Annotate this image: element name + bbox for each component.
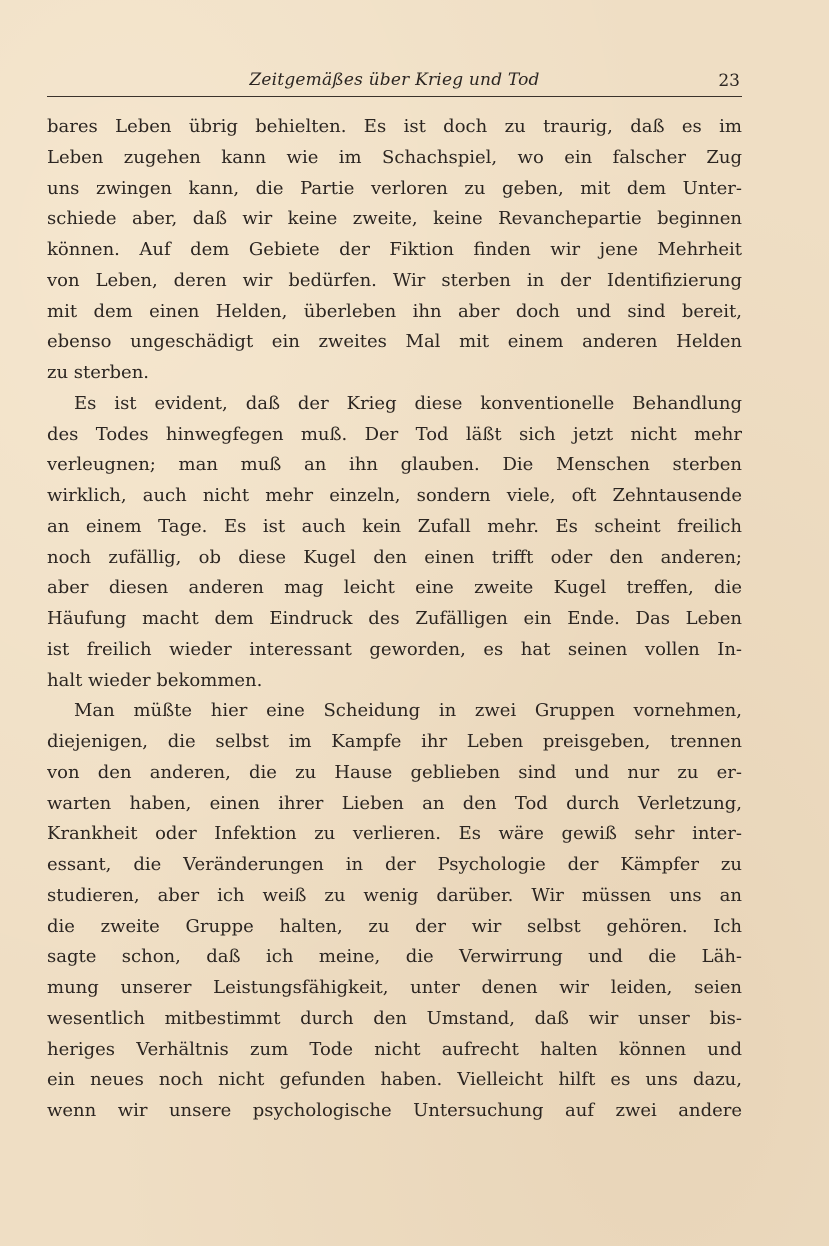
text-line: ebenso ungeschädigt ein zweites Mal mit einem anderen Helden	[47, 331, 742, 353]
text-line: schiede aber, daß wir keine zweite, keine Revanchepartie beginnen	[47, 208, 742, 230]
paragraph-start-line: Man müßte hier eine Scheidung in zwei Gruppen vornehmen,	[74, 700, 742, 722]
text-line: von den anderen, die zu Hause geblieben sind und nur zu er-	[47, 761, 742, 783]
body-text	[47, 112, 742, 1127]
text-line: Leben zugehen kann wie im Schachspiel, wo ein falscher Zug	[47, 146, 742, 168]
text-line: wesentlich mitbestimmt durch den Umstand, daß wir unser bis-	[47, 1007, 742, 1029]
text-line: die zweite Gruppe halten, zu der wir selbst gehören. Ich	[47, 915, 742, 937]
text-line: uns zwingen kann, die Partie verloren zu geben, mit dem Unter-	[47, 177, 742, 199]
text-line: können. Auf dem Gebiete der Fiktion finden wir jene Mehrheit	[47, 239, 742, 260]
text-line: ist freilich wieder interessant geworden, es hat seinen vollen In-	[47, 638, 742, 660]
text-line: sagte schon, daß ich meine, die Verwirrung und die Läh-	[47, 946, 742, 968]
text-line: Häufung macht dem Eindruck des Zufälligen ein Ende. Das Leben	[47, 608, 742, 629]
text-line: verleugnen; man muß an ihn glauben. Die Menschen sterben	[47, 454, 742, 476]
text-line: wirklich, auch nicht mehr einzeln, sondern viele, oft Zehntausende	[47, 485, 742, 506]
text-line: aber diesen anderen mag leicht eine zweite Kugel treffen, die	[47, 577, 742, 599]
page-number: 23	[718, 71, 740, 91]
text-line: studieren, aber ich weiß zu wenig darüber. Wir müssen uns an	[47, 884, 742, 906]
text-line: diejenigen, die selbst im Kampfe ihr Leben preisgeben, trennen	[47, 731, 742, 752]
text-line: noch zufällig, ob diese Kugel den einen trifft oder den anderen;	[47, 546, 742, 568]
text-line: warten haben, einen ihrer Lieben an den Tod durch Verletzung,	[47, 792, 742, 814]
running-title: Zeitgemäßes über Krieg und Tod	[249, 70, 540, 90]
text-line: des Todes hinwegfegen muß. Der Tod läßt sich jetzt nicht mehr	[47, 423, 742, 445]
text-line: an einem Tage. Es ist auch kein Zufall mehr. Es scheint freilich	[47, 515, 742, 537]
text-line: wenn wir unsere psychologische Untersuchung auf zwei andere	[47, 1100, 742, 1121]
text-line: bares Leben übrig behielten. Es ist doch zu traurig, daß es im	[47, 116, 742, 137]
paragraph-start-line: Es ist evident, daß der Krieg diese konventionelle Behandlung	[74, 392, 742, 414]
text-line: zu sterben.	[47, 362, 150, 383]
text-line: ein neues noch nicht gefunden haben. Vielleicht hilft es uns dazu,	[47, 1069, 742, 1091]
text-line: mit dem einen Helden, überleben ihn aber doch und sind bereit,	[47, 300, 742, 322]
text-line: halt wieder bekommen.	[47, 669, 263, 691]
text-line: Krankheit oder Infektion zu verlieren. Es wäre gewiß sehr inter-	[47, 823, 742, 845]
text-line: heriges Verhältnis zum Tode nicht aufrecht halten können und	[47, 1038, 742, 1060]
page-header	[47, 70, 742, 96]
text-line: essant, die Veränderungen in der Psychologie der Kämpfer zu	[47, 854, 742, 875]
header-rule	[47, 96, 742, 97]
text-line: mung unserer Leistungsfähigkeit, unter denen wir leiden, seien	[47, 977, 742, 998]
text-line: von Leben, deren wir bedürfen. Wir sterben in der Identifizierung	[47, 269, 742, 291]
